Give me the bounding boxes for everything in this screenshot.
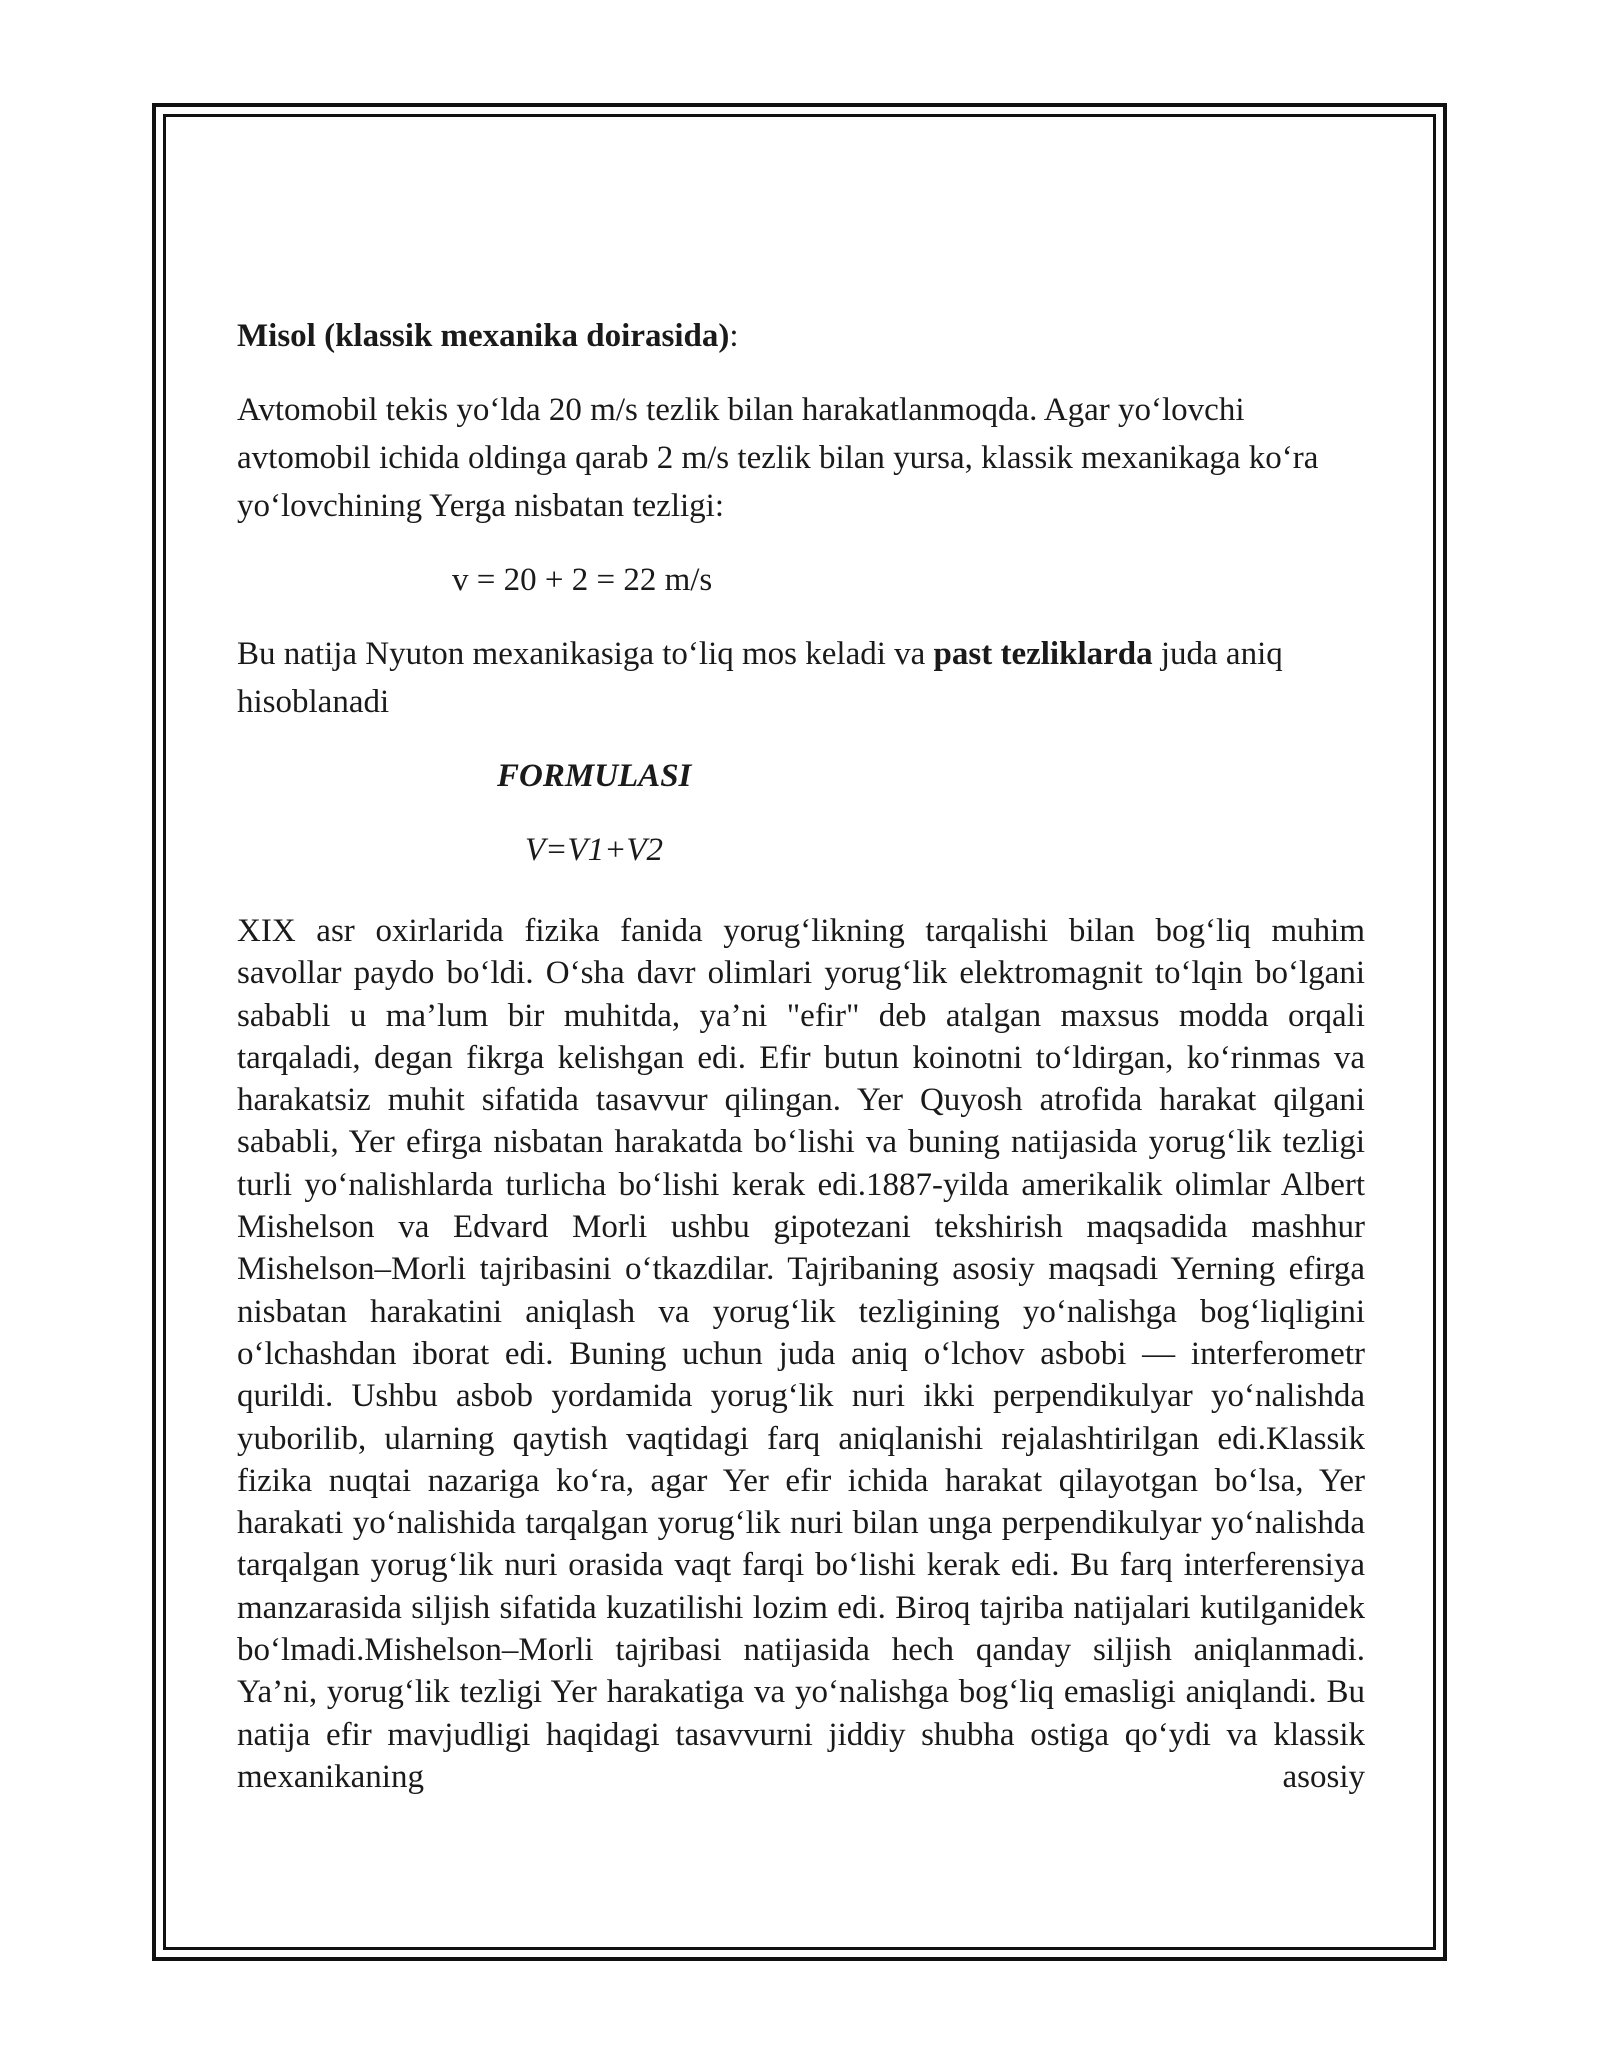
conclusion-bold-phrase: past tezliklarda xyxy=(933,636,1153,672)
body-paragraph: XIX asr oxirlarida fizika fanida yorug‘likning tarqalishi bilan bog‘liq muhim savollar paydo bo‘ldi. O‘sha davr olimlari yorug‘lik elektromagnit to‘lqin bo‘lgani sababli u ma’lum bir muhitda, ya’ni "efir" deb atalgan maxsus modda orqali tarqaladi, degan fikrga kelishgan edi. Efir butun koinotni to‘ldirgan, ko‘rinmas va harakatsiz muhit sifatida tasavvur qilingan. Yer Quyosh atrofida harakat qilgani sababli, Yer efirga nisbatan harakatda bo‘lishi va buning natijasida yorug‘lik tezligi turli yo‘nalishlarda turlicha bo‘lishi kerak edi.1887-yilda amerikalik olimlar Albert Mishelson va Edvard Morli ushbu gipotezani tekshirish maqsadida mashhur Mishelson–Morli tajribasini o‘tkazdilar. Tajribaning asosiy maqsadi Yerning efirga nisbatan harakatini aniqlash va yorug‘lik tezligining yo‘nalishga bog‘liqligini o‘lchashdan iborat edi. Buning uchun juda aniq o‘lchov asbobi — interferometr qurildi. Ushbu asbob yordamida yorug‘lik nuri ikki perpendikulyar yo‘nalishda yuborilib, ularning qaytish vaqtidagi farq aniqlanishi rejalashtirilgan edi.Klassik fizika nuqtai nazariga ko‘ra, agar Yer efir ichida harakat qilayotgan bo‘lsa, Yer harakati yo‘nalishida tarqalgan yorug‘lik nuri bilan unga perpendikulyar yo‘nalishda tarqalgan yorug‘lik nuri orasida vaqt farqi bo‘lishi kerak edi. Bu farq interferensiya manzarasida siljish sifatida kuzatilishi lozim edi. Biroq tajriba natijalari kutilganidek bo‘lmadi.Mishelson–Morli tajribasi natijasida hech qanday siljish aniqlanmadi. Ya’ni, yorug‘lik tezligi Yer harakatiga va yo‘nalishga bog‘liq emasligi aniqlandi. Bu natija efir mavjudligi haqidagi tasavvurni jiddiy shubha ostiga qo‘ydi va klassik mexanikaning asosiy xyxy=(237,913,1365,1795)
conclusion-text-before: Bu natija Nyuton mexanikasiga to‘liq mos keladi va xyxy=(237,636,934,672)
section-heading xyxy=(237,312,1365,360)
example-paragraph: Avtomobil tekis yo‘lda 20 m/s tezlik bilan harakatlanmoqda. Agar yo‘lovchi avtomobil ichida oldinga qarab 2 m/s tezlik bilan yursa, klassik mexanikaga ko‘ra yo‘lovchining Yerga nisbatan tezligi: xyxy=(237,392,1319,524)
formula-expression: V=V1+V2 xyxy=(525,832,664,868)
conclusion-text-after: juda aniq hisoblanadi xyxy=(237,636,1283,720)
velocity-equation: v = 20 + 2 = 22 m/s xyxy=(452,562,713,598)
formulasi-title: FORMULASI xyxy=(497,758,692,794)
section-heading-bold: Misol (klassik mexanika doirasida) xyxy=(237,318,730,354)
section-heading-colon: : xyxy=(729,318,739,354)
document-content xyxy=(237,312,1365,1798)
conclusion-paragraph xyxy=(237,630,1365,726)
